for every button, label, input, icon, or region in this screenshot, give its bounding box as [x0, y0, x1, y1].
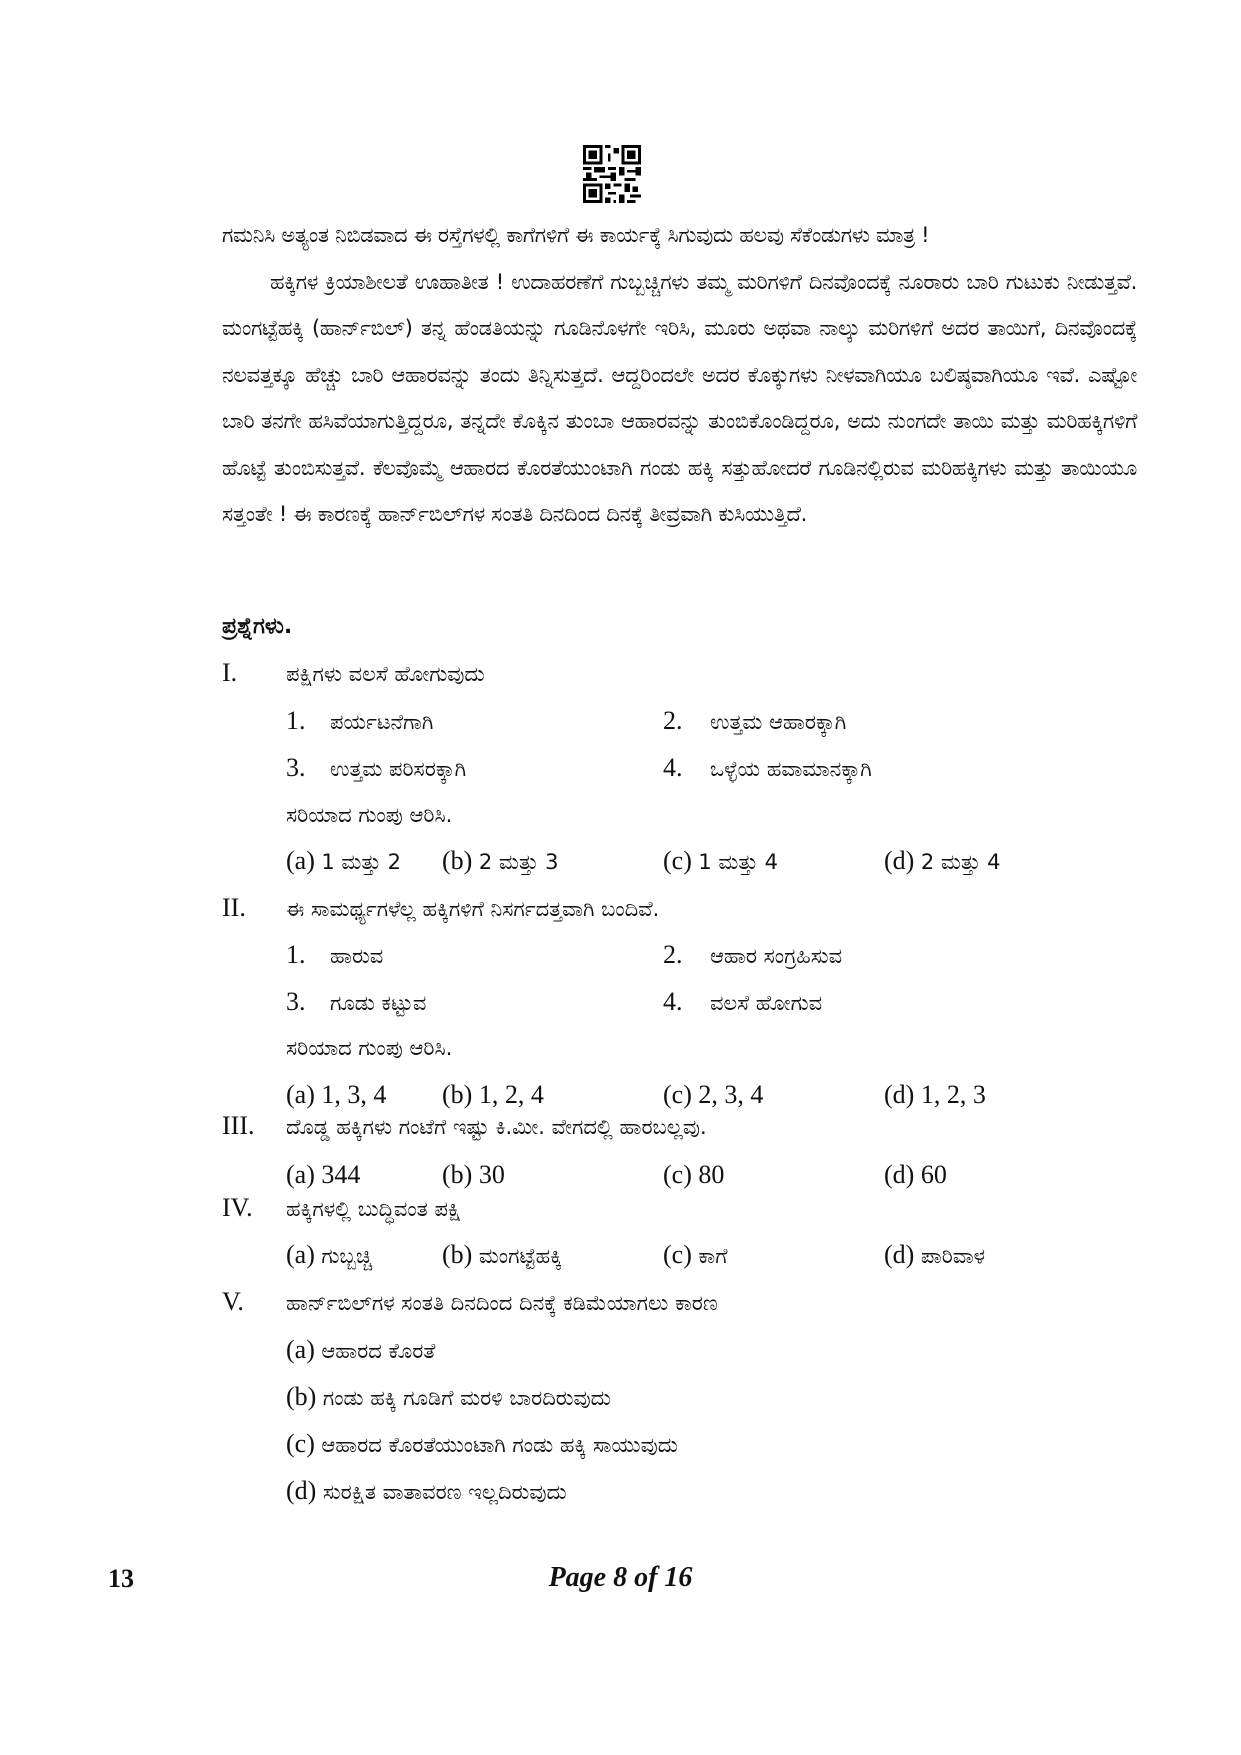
choice-label: (c): [663, 1160, 692, 1189]
choice-label: (a): [286, 846, 315, 875]
paper-code: 13: [108, 1564, 134, 1593]
question-1-choice-c[interactable]: [663, 846, 778, 876]
choice-label: (b): [442, 846, 473, 875]
choice-text: 1, 3, 4: [321, 1080, 387, 1109]
question-2-item-3-number: 3.: [286, 987, 306, 1016]
choice-label: (b): [442, 1080, 473, 1109]
choice-text: 30: [478, 1160, 505, 1189]
question-1-text: ಪಕ್ಷಿಗಳು ವಲಸೆ ಹೋಗುವುದು: [286, 662, 485, 686]
choice-label: (c): [663, 846, 692, 875]
question-1-number: I.: [222, 658, 238, 687]
question-1-choice-d[interactable]: [884, 846, 1000, 876]
question-2-item-4: ವಲಸೆ ಹೋಗುವ: [710, 991, 823, 1015]
choice-text: ಪಾರಿವಾಳ: [920, 1244, 986, 1268]
question-1-item-3-number: 3.: [286, 753, 306, 782]
question-5-choice-c[interactable]: [286, 1429, 678, 1459]
question-1-item-1: ಪರ್ಯಟನೆಗಾಗಿ: [330, 710, 434, 734]
question-1-choice-b[interactable]: [442, 846, 558, 876]
question-2-item-1-number: 1.: [286, 940, 306, 969]
question-1-item-2: ಉತ್ತಮ ಆಹಾರಕ್ಕಾಗಿ: [710, 710, 847, 734]
question-2-item-2-number: 2.: [663, 940, 683, 969]
choice-text: 1 ಮತ್ತು 4: [698, 850, 778, 874]
question-3-choice-c[interactable]: [663, 1160, 724, 1190]
question-2-instruction: ಸರಿಯಾದ ಗುಂಪು ಆರಿಸಿ.: [286, 1036, 453, 1060]
choice-text: 2 ಮತ್ತು 3: [478, 850, 559, 874]
choice-label: (a): [286, 1080, 315, 1109]
question-4-text: ಹಕ್ಕಿಗಳಲ್ಲಿ ಬುದ್ಧಿವಂತ ಪಕ್ಷಿ: [286, 1197, 461, 1221]
question-1-item-2-number: 2.: [663, 706, 683, 735]
question-3-choice-b[interactable]: [442, 1160, 505, 1190]
question-5-number: V.: [222, 1287, 244, 1316]
choice-text: 1, 2, 4: [478, 1080, 544, 1109]
question-5-choice-a[interactable]: [286, 1335, 435, 1365]
choice-text: ಆಹಾರದ ಕೊರತೆಯುಂಟಾಗಿ ಗಂಡು ಹಕ್ಕಿ ಸಾಯುವುದು: [321, 1433, 678, 1457]
choice-text: ಆಹಾರದ ಕೊರತೆ: [321, 1339, 436, 1363]
choice-text: 1 ಮತ್ತು 2: [321, 850, 401, 874]
passage: [222, 212, 1137, 538]
question-2-item-2: ಆಹಾರ ಸಂಗ್ರಹಿಸುವ: [710, 944, 843, 968]
choice-text: ಗುಬ್ಬಚ್ಚಿ: [321, 1244, 373, 1268]
choice-label: (b): [442, 1160, 473, 1189]
question-2-item-1: ಹಾರುವ: [330, 944, 384, 968]
choice-label: (c): [663, 1080, 692, 1109]
page-number: Page 8 of 16: [548, 1562, 693, 1593]
choice-text: 1, 2, 3: [920, 1080, 986, 1109]
question-2-number: II.: [222, 893, 246, 922]
question-2-text: ಈ ಸಾಮರ್ಥ್ಯಗಳೆಲ್ಲ ಹಕ್ಕಿಗಳಿಗೆ ನಿಸರ್ಗದತ್ತವಾಗಿ ಬಂದಿವೆ.: [286, 897, 660, 921]
choice-label: (d): [884, 1080, 915, 1109]
choice-label: (c): [286, 1429, 315, 1458]
choice-text: ಕಾಗೆ: [698, 1244, 728, 1268]
choice-label: (d): [286, 1476, 317, 1505]
question-4-choice-b[interactable]: [442, 1240, 562, 1270]
question-2-choice-c[interactable]: [663, 1080, 763, 1110]
passage-line-first: ಗಮನಿಸಿ ಅತ್ಯಂತ ನಿಬಿಡವಾದ ಈ ರಸ್ತೆಗಳಲ್ಲಿ ಕಾಗೆಗಳಿಗೆ ಈ ಕಾರ್ಯಕ್ಕೆ ಸಿಗುವುದು ಹಲವು ಸೆಕೆಂಡುಗಳು ಮಾತ್ರ !: [222, 223, 930, 247]
choice-text: ಮಂಗಟ್ಟೆಹಕ್ಕಿ: [478, 1244, 562, 1268]
question-1-item-4-number: 4.: [663, 753, 683, 782]
choice-label: (a): [286, 1160, 315, 1189]
choice-text: 60: [920, 1160, 947, 1189]
passage-paragraph-2: ಹಕ್ಕಿಗಳ ಕ್ರಿಯಾಶೀಲತೆ ಊಹಾತೀತ ! ಉದಾಹರಣೆಗೆ ಗುಬ್ಬಚ್ಚಿಗಳು ತಮ್ಮ ಮರಿಗಳಿಗೆ ದಿನವೊಂದಕ್ಕೆ ನೂರಾರು ಬಾರಿ ಗುಟುಕು ನೀಡುತ್ತವೆ. ಮಂಗಟ್ಟೆಹಕ್ಕಿ (ಹಾರ್ನ್‌ಬಿಲ್) ತನ್ನ ಹೆಂಡತಿಯನ್ನು ಗೂಡಿನೊಳಗೇ ಇರಿಸಿ, ಮೂರು ಅಥವಾ ನಾಲ್ಕು ಮರಿಗಳಿಗೆ ಅದರ ತಾಯಿಗೆ, ದಿನವೊಂದಕ್ಕೆ ನಲವತ್ತಕ್ಕೂ ಹೆಚ್ಚು ಬಾರಿ ಆಹಾರವನ್ನು ತಂದು ತಿನ್ನಿಸುತ್ತದೆ. ಆದ್ದರಿಂದಲೇ ಅದರ ಕೊಕ್ಕುಗಳು ನೀಳವಾಗಿಯೂ ಬಲಿಷ್ಠವಾಗಿಯೂ ಇವೆ. ಎಷ್ಟೋ ಬಾರಿ ತನಗೇ ಹಸಿವೆಯಾಗುತ್ತಿದ್ದರೂ, ತನ್ನದೇ ಕೊಕ್ಕಿನ ತುಂಬಾ ಆಹಾರವನ್ನು ತುಂಬಿಕೊಂಡಿದ್ದರೂ, ಅದು ನುಂಗದೇ ತಾಯಿ ಮತ್ತು ಮರಿಹಕ್ಕಿಗಳಿಗೆ ಹೊಟ್ಟೆ ತುಂಬಿಸುತ್ತವೆ. ಕೆಲವೊಮ್ಮೆ ಆಹಾರದ ಕೊರತೆಯುಂಟಾಗಿ ಗಂಡು ಹಕ್ಕಿ ಸತ್ತುಹೋದರೆ ಗೂಡಿನಲ್ಲಿರುವ ಮರಿಹಕ್ಕಿಗಳು ಮತ್ತು ತಾಯಿಯೂ ಸತ್ತಂತೇ ! ಈ ಕಾರಣಕ್ಕೆ ಹಾರ್ನ್‌ಬಿಲ್‌ಗಳ ಸಂತತಿ ದಿನದಿಂದ ದಿನಕ್ಕೆ ತೀವ್ರವಾಗಿ ಕುಸಿಯುತ್ತಿದೆ.: [222, 269, 1137, 526]
question-2-item-4-number: 4.: [663, 987, 683, 1016]
question-3-text: ದೊಡ್ಡ ಹಕ್ಕಿಗಳು ಗಂಟೆಗೆ ಇಷ್ಟು ಕಿ.ಮೀ. ವೇಗದಲ್ಲಿ ಹಾರಬಲ್ಲವು.: [286, 1115, 707, 1139]
question-4-number: IV.: [222, 1193, 253, 1222]
question-4-choice-d[interactable]: [884, 1240, 985, 1270]
choice-label: (a): [286, 1335, 315, 1364]
question-4-choice-c[interactable]: [663, 1240, 727, 1270]
choice-label: (c): [663, 1240, 692, 1269]
question-5-text: ಹಾರ್ನ್‌ಬಿಲ್‌ಗಳ ಸಂತತಿ ದಿನದಿಂದ ದಿನಕ್ಕೆ ಕಡಿಮೆಯಾಗಲು ಕಾರಣ: [286, 1291, 718, 1315]
question-3-number: III.: [222, 1111, 255, 1140]
question-3-choice-a[interactable]: [286, 1160, 360, 1190]
choice-text: 2, 3, 4: [698, 1080, 764, 1109]
question-4-choice-a[interactable]: [286, 1240, 372, 1270]
question-1-item-3: ಉತ್ತಮ ಪರಿಸರಕ್ಕಾಗಿ: [330, 757, 467, 781]
question-1-choice-a[interactable]: [286, 846, 401, 876]
choice-text: ಸುರಕ್ಷಿತ ವಾತಾವರಣ ಇಲ್ಲದಿರುವುದು: [322, 1480, 567, 1504]
question-3-choice-d[interactable]: [884, 1160, 947, 1190]
question-5-choice-b[interactable]: [286, 1382, 611, 1412]
choice-label: (d): [884, 1240, 915, 1269]
choice-text: 344: [321, 1160, 361, 1189]
question-2-choice-a[interactable]: [286, 1080, 386, 1110]
qr-code-icon: [583, 143, 641, 205]
choice-text: 2 ಮತ್ತು 4: [920, 850, 1001, 874]
questions-heading: ಪ್ರಶ್ನೆಗಳು.: [222, 614, 293, 639]
choice-label: (b): [442, 1240, 473, 1269]
question-5-choice-d[interactable]: [286, 1476, 567, 1506]
question-1-item-4: ಒಳ್ಳೆಯ ಹವಾಮಾನಕ್ಕಾಗಿ: [710, 757, 872, 781]
question-2-choice-d[interactable]: [884, 1080, 986, 1110]
choice-text: 80: [698, 1160, 725, 1189]
question-2-choice-b[interactable]: [442, 1080, 544, 1110]
choice-label: (d): [884, 1160, 915, 1189]
choice-label: (d): [884, 846, 915, 875]
question-1-item-1-number: 1.: [286, 706, 306, 735]
question-2-item-3: ಗೂಡು ಕಟ್ಟುವ: [330, 991, 427, 1015]
choice-text: ಗಂಡು ಹಕ್ಕಿ ಗೂಡಿಗೆ ಮರಳಿ ಬಾರದಿರುವುದು: [322, 1386, 611, 1410]
choice-label: (b): [286, 1382, 317, 1411]
qr-code: [583, 143, 641, 205]
choice-label: (a): [286, 1240, 315, 1269]
question-1-instruction: ಸರಿಯಾದ ಗುಂಪು ಆರಿಸಿ.: [286, 803, 453, 827]
